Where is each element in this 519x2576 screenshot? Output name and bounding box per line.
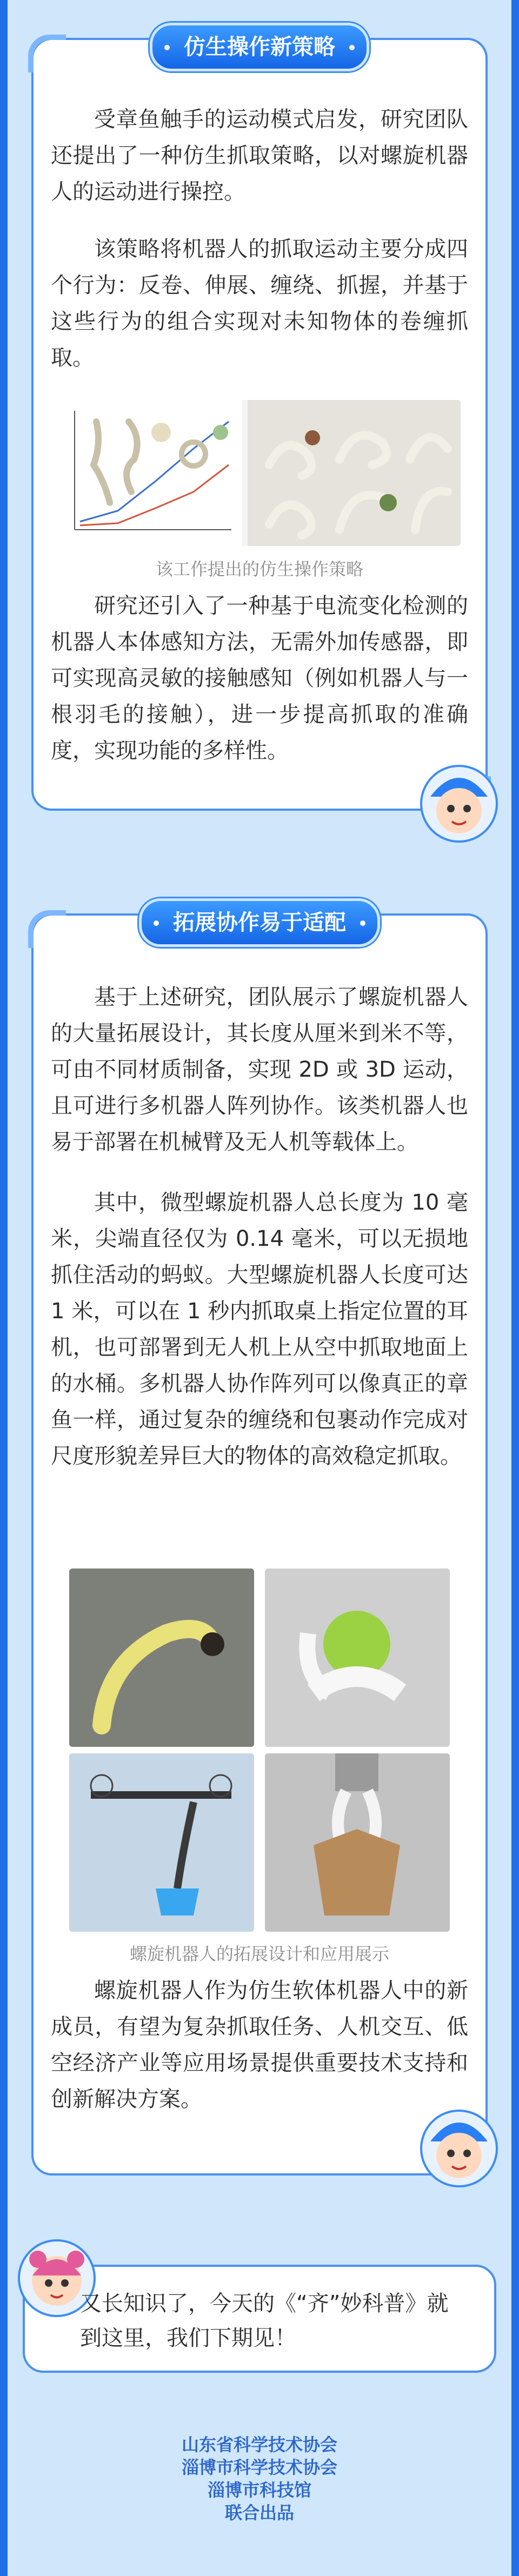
footer-joint: 联合出品 bbox=[224, 2502, 294, 2523]
section2-paragraph-3: 螺旋机器人作为仿生软体机器人中的新成员，有望为复杂抓取任务、人机交互、低空经济产业等应用场景提供重要技术支持和创新解决方案。 bbox=[51, 1978, 468, 2112]
section1-paragraph-3: 研究还引入了一种基于电流变化检测的机器人本体感知方法，无需外加传感器，即可实现高灵敏的接触感知（例如机器人与一根羽毛的接触），进一步提高抓取的准确度，实现功能的多样性。 bbox=[51, 593, 468, 763]
figure-caption-1: 该工作提出的仿生操作策略 bbox=[155, 559, 363, 579]
section1-paragraph-2: 该策略将机器人的抓取运动主要分成四个行为：反卷、伸展、缠绕、抓握，并基于这些行为的组合实现对未知物体的卷缠抓取。 bbox=[51, 237, 468, 370]
apple-grab-photo bbox=[265, 1569, 450, 1747]
mascot-boy-icon bbox=[418, 763, 500, 846]
drone-bucket-photo bbox=[69, 1753, 254, 1932]
mascot-boy-icon bbox=[418, 2108, 500, 2191]
footer-org-2: 淄博市科学技术协会 bbox=[181, 2457, 337, 2478]
bionic-strategy-figure bbox=[58, 400, 461, 546]
figure-caption-2: 螺旋机器人的拓展设计和应用展示 bbox=[129, 1944, 389, 1964]
ant-grab-photo bbox=[69, 1569, 254, 1747]
box-grab-photo bbox=[265, 1753, 450, 1932]
closing-text: 又长知识了，今天的《“齐”妙科普》就到这里，我们下期见！ bbox=[80, 2291, 449, 2351]
bionic-strategy-illustration bbox=[58, 400, 461, 546]
section-title-2: 拓展协作易于适配 bbox=[139, 898, 380, 947]
footer-org-1: 山东省科学技术协会 bbox=[181, 2434, 337, 2455]
section-title-1: 仿生操作新策略 bbox=[150, 23, 369, 71]
footer-org-3: 淄博市科技馆 bbox=[207, 2480, 311, 2500]
section2-paragraph-2: 其中，微型螺旋机器人总长度为 10 毫米，尖端直径仅为 0.14 毫米，可以无损地抓住活动的蚂蚁。大型螺旋机器人长度可达 1 米，可以在 1 秒内抓取桌上指定位置的耳机，也可部署到无人机上从空中抓取地面上的水桶。多机器人协作阵列可以像真正的章鱼一样，通过复杂的缠绕和包裹动作完成对尺度形貌差异巨大的物体的高效稳定抓取。 bbox=[51, 1190, 468, 1469]
section1-paragraph-1: 受章鱼触手的运动模式启发，研究团队还提出了一种仿生抓取策略，以对螺旋机器人的运动进行操控。 bbox=[51, 107, 468, 204]
section2-paragraph-1: 基于上述研究，团队展示了螺旋机器人的大量拓展设计，其长度从厘米到米不等，可由不同材质制备，实现 2D 或 3D 运动，且可进行多机器人阵列协作。该类机器人也易于部署在机械臂及无人机等载体上。 bbox=[51, 985, 468, 1154]
